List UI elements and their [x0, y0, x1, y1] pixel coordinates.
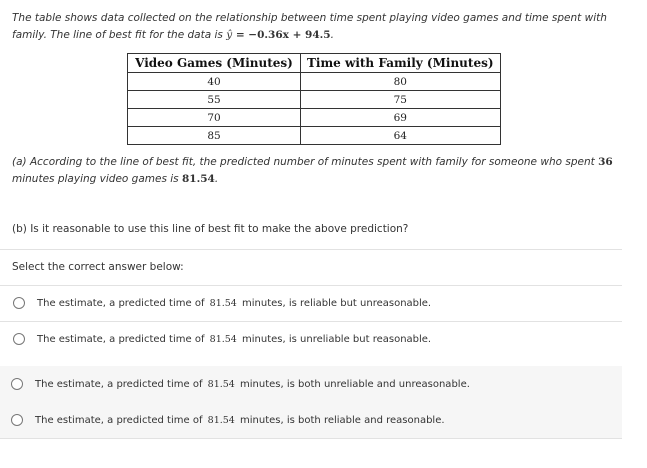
divider [0, 249, 622, 250]
data-table [127, 53, 501, 145]
equation-rhs: = −0.36x + 94.5 [232, 29, 331, 41]
option-label: The estimate, a predicted time of 81.54 minutes, is unreliable but reasonable. [37, 333, 432, 345]
table-cell: 64 [301, 127, 501, 145]
table-row [128, 73, 501, 91]
part-a-prefix: (a) According to the line of best fit, the predicted number of minutes spent with family for someone who spent [12, 156, 599, 168]
table-cell: 85 [128, 127, 301, 145]
table-cell: 70 [128, 109, 301, 127]
answer-option-2[interactable] [0, 321, 622, 357]
part-a-text [12, 154, 627, 188]
regression-equation [226, 29, 330, 41]
table-row [128, 127, 501, 145]
answer-option-3[interactable] [0, 366, 622, 402]
answer-option-1[interactable] [0, 285, 622, 321]
table-cell: 75 [301, 91, 501, 109]
intro-period: . [330, 29, 334, 41]
y-hat-symbol: ŷ [226, 29, 233, 41]
table-header-row [128, 54, 501, 73]
part-a-suffix: . [214, 173, 219, 185]
radio-button[interactable] [11, 414, 23, 426]
part-a-answer: 81.54 [181, 173, 215, 185]
problem-intro [12, 10, 627, 44]
part-a-middle: minutes playing video games is [12, 173, 182, 185]
header-video-games: Video Games (Minutes) [128, 54, 301, 73]
select-instruction: Select the correct answer below: [12, 261, 184, 273]
divider [0, 438, 622, 439]
table-cell: 40 [128, 73, 301, 91]
table-cell: 55 [128, 91, 301, 109]
part-a-input-value: 36 [598, 156, 613, 168]
radio-button[interactable] [13, 297, 25, 309]
header-time-with-family: Time with Family (Minutes) [301, 54, 501, 73]
radio-button[interactable] [13, 333, 25, 345]
option-label: The estimate, a predicted time of 81.54 minutes, is both reliable and reasonable. [35, 414, 445, 426]
radio-button[interactable] [11, 378, 23, 390]
option-label: The estimate, a predicted time of 81.54 minutes, is reliable but unreasonable. [37, 297, 432, 309]
intro-text: The table shows data collected on the relationship between time spent playing video games and time spent with family. The line of best fit for the data is [12, 12, 607, 41]
table-row [128, 109, 501, 127]
table-cell: 69 [301, 109, 501, 127]
part-b-question: (b) Is it reasonable to use this line of best fit to make the above prediction? [12, 223, 409, 235]
option-label: The estimate, a predicted time of 81.54 minutes, is both unreliable and unreasonable. [35, 378, 470, 390]
table-cell: 80 [301, 73, 501, 91]
table-row [128, 91, 501, 109]
answer-option-4[interactable] [0, 402, 622, 438]
